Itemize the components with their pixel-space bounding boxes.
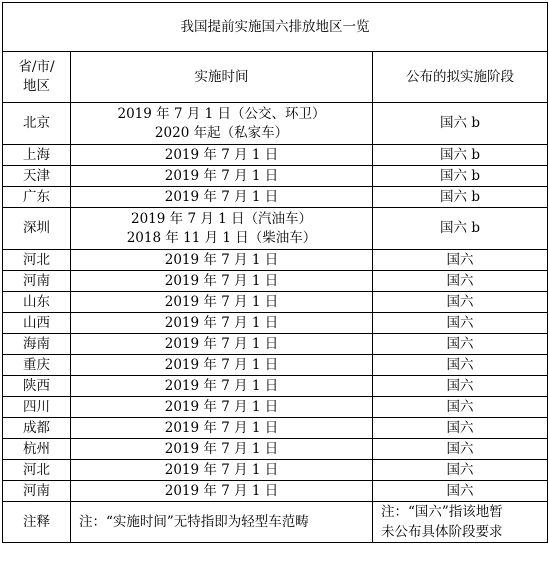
time-line: 2019 年 7 月 1 日 [164, 356, 279, 373]
table-row [3, 481, 548, 502]
stage-cell: 国六 [373, 250, 548, 271]
time-cell [71, 460, 373, 481]
stage-cell: 国六 b [373, 208, 548, 250]
header-time: 实施时间 [71, 52, 373, 103]
table-row [3, 103, 548, 145]
header-region-label: 省/市/ 地区 [18, 59, 55, 94]
time-cell [71, 208, 373, 250]
table-row [3, 250, 548, 271]
stage-cell: 国六 b [373, 166, 548, 187]
region-cell: 陕西 [3, 376, 71, 397]
time-cell [71, 166, 373, 187]
table-row [3, 271, 548, 292]
title-row [3, 3, 548, 52]
note-label: 注释 [3, 502, 71, 543]
region-table [2, 2, 548, 543]
time-cell [71, 418, 373, 439]
region-cell: 北京 [3, 103, 71, 145]
stage-cell: 国六 [373, 334, 548, 355]
time-cell [71, 355, 373, 376]
note-stage-line: 未公布具体阶段要求 [381, 524, 503, 540]
time-line: 2019 年 7 月 1 日（公交、环卫） [117, 105, 326, 122]
region-cell: 天津 [3, 166, 71, 187]
time-line: 2019 年 7 月 1 日 [164, 167, 279, 184]
time-line: 2019 年 7 月 1 日 [164, 377, 279, 394]
stage-cell: 国六 b [373, 103, 548, 145]
time-line: 2019 年 7 月 1 日 [164, 188, 279, 205]
table-row [3, 145, 548, 166]
region-cell: 上海 [3, 145, 71, 166]
time-cell [71, 250, 373, 271]
time-line: 2019 年 7 月 1 日 [164, 314, 279, 331]
note-stage [373, 502, 548, 543]
region-cell: 河北 [3, 460, 71, 481]
table-row [3, 376, 548, 397]
time-line: 2019 年 7 月 1 日 [164, 251, 279, 268]
header-row [3, 52, 548, 103]
region-cell: 河南 [3, 481, 71, 502]
time-line: 2019 年 7 月 1 日 [164, 293, 279, 310]
time-line: 2019 年 7 月 1 日 [164, 272, 279, 289]
region-cell: 杭州 [3, 439, 71, 460]
table-title: 我国提前实施国六排放地区一览 [3, 3, 548, 52]
region-cell: 山东 [3, 292, 71, 313]
table-row [3, 166, 548, 187]
time-cell [71, 439, 373, 460]
table-row [3, 397, 548, 418]
stage-cell: 国六 [373, 418, 548, 439]
stage-cell: 国六 [373, 313, 548, 334]
stage-cell: 国六 [373, 439, 548, 460]
time-line: 2020 年起（私家车） [154, 124, 289, 141]
header-stage: 公布的拟实施阶段 [373, 52, 548, 103]
time-cell [71, 187, 373, 208]
table-row [3, 292, 548, 313]
note-stage-line: 注：“国六”指该地暂 [381, 504, 503, 520]
stage-cell: 国六 [373, 376, 548, 397]
time-line: 2019 年 7 月 1 日 [164, 482, 279, 499]
time-cell [71, 103, 373, 145]
time-line: 2019 年 7 月 1 日 [164, 146, 279, 163]
region-cell: 河北 [3, 250, 71, 271]
stage-cell: 国六 [373, 355, 548, 376]
stage-cell: 国六 [373, 292, 548, 313]
time-line: 2019 年 7 月 1 日 [164, 335, 279, 352]
time-line: 2019 年 7 月 1 日 [164, 419, 279, 436]
region-cell: 成都 [3, 418, 71, 439]
header-region [3, 52, 71, 103]
time-cell [71, 481, 373, 502]
table-row [3, 460, 548, 481]
time-line: 2019 年 7 月 1 日 [164, 461, 279, 478]
table-row [3, 208, 548, 250]
stage-cell: 国六 [373, 271, 548, 292]
time-cell [71, 334, 373, 355]
region-cell: 广东 [3, 187, 71, 208]
table-row [3, 418, 548, 439]
time-line: 2018 年 11 月 1 日（柴油车） [126, 229, 317, 246]
time-cell [71, 145, 373, 166]
table-row [3, 334, 548, 355]
region-cell: 深圳 [3, 208, 71, 250]
time-line: 2019 年 7 月 1 日 [164, 440, 279, 457]
stage-cell: 国六 b [373, 145, 548, 166]
time-cell [71, 271, 373, 292]
note-time: 注：“实施时间”无特指即为轻型车范畴 [71, 502, 373, 543]
region-cell: 重庆 [3, 355, 71, 376]
region-cell: 山西 [3, 313, 71, 334]
time-cell [71, 397, 373, 418]
time-cell [71, 313, 373, 334]
stage-cell: 国六 b [373, 187, 548, 208]
region-cell: 海南 [3, 334, 71, 355]
stage-cell: 国六 [373, 397, 548, 418]
table-row [3, 187, 548, 208]
region-cell: 四川 [3, 397, 71, 418]
time-cell [71, 292, 373, 313]
time-line: 2019 年 7 月 1 日 [164, 398, 279, 415]
stage-cell: 国六 [373, 460, 548, 481]
table-row [3, 355, 548, 376]
table-row [3, 313, 548, 334]
region-cell: 河南 [3, 271, 71, 292]
table-row [3, 439, 548, 460]
stage-cell: 国六 [373, 481, 548, 502]
time-line: 2019 年 7 月 1 日（汽油车） [131, 210, 312, 227]
note-row [3, 502, 548, 543]
time-cell [71, 376, 373, 397]
